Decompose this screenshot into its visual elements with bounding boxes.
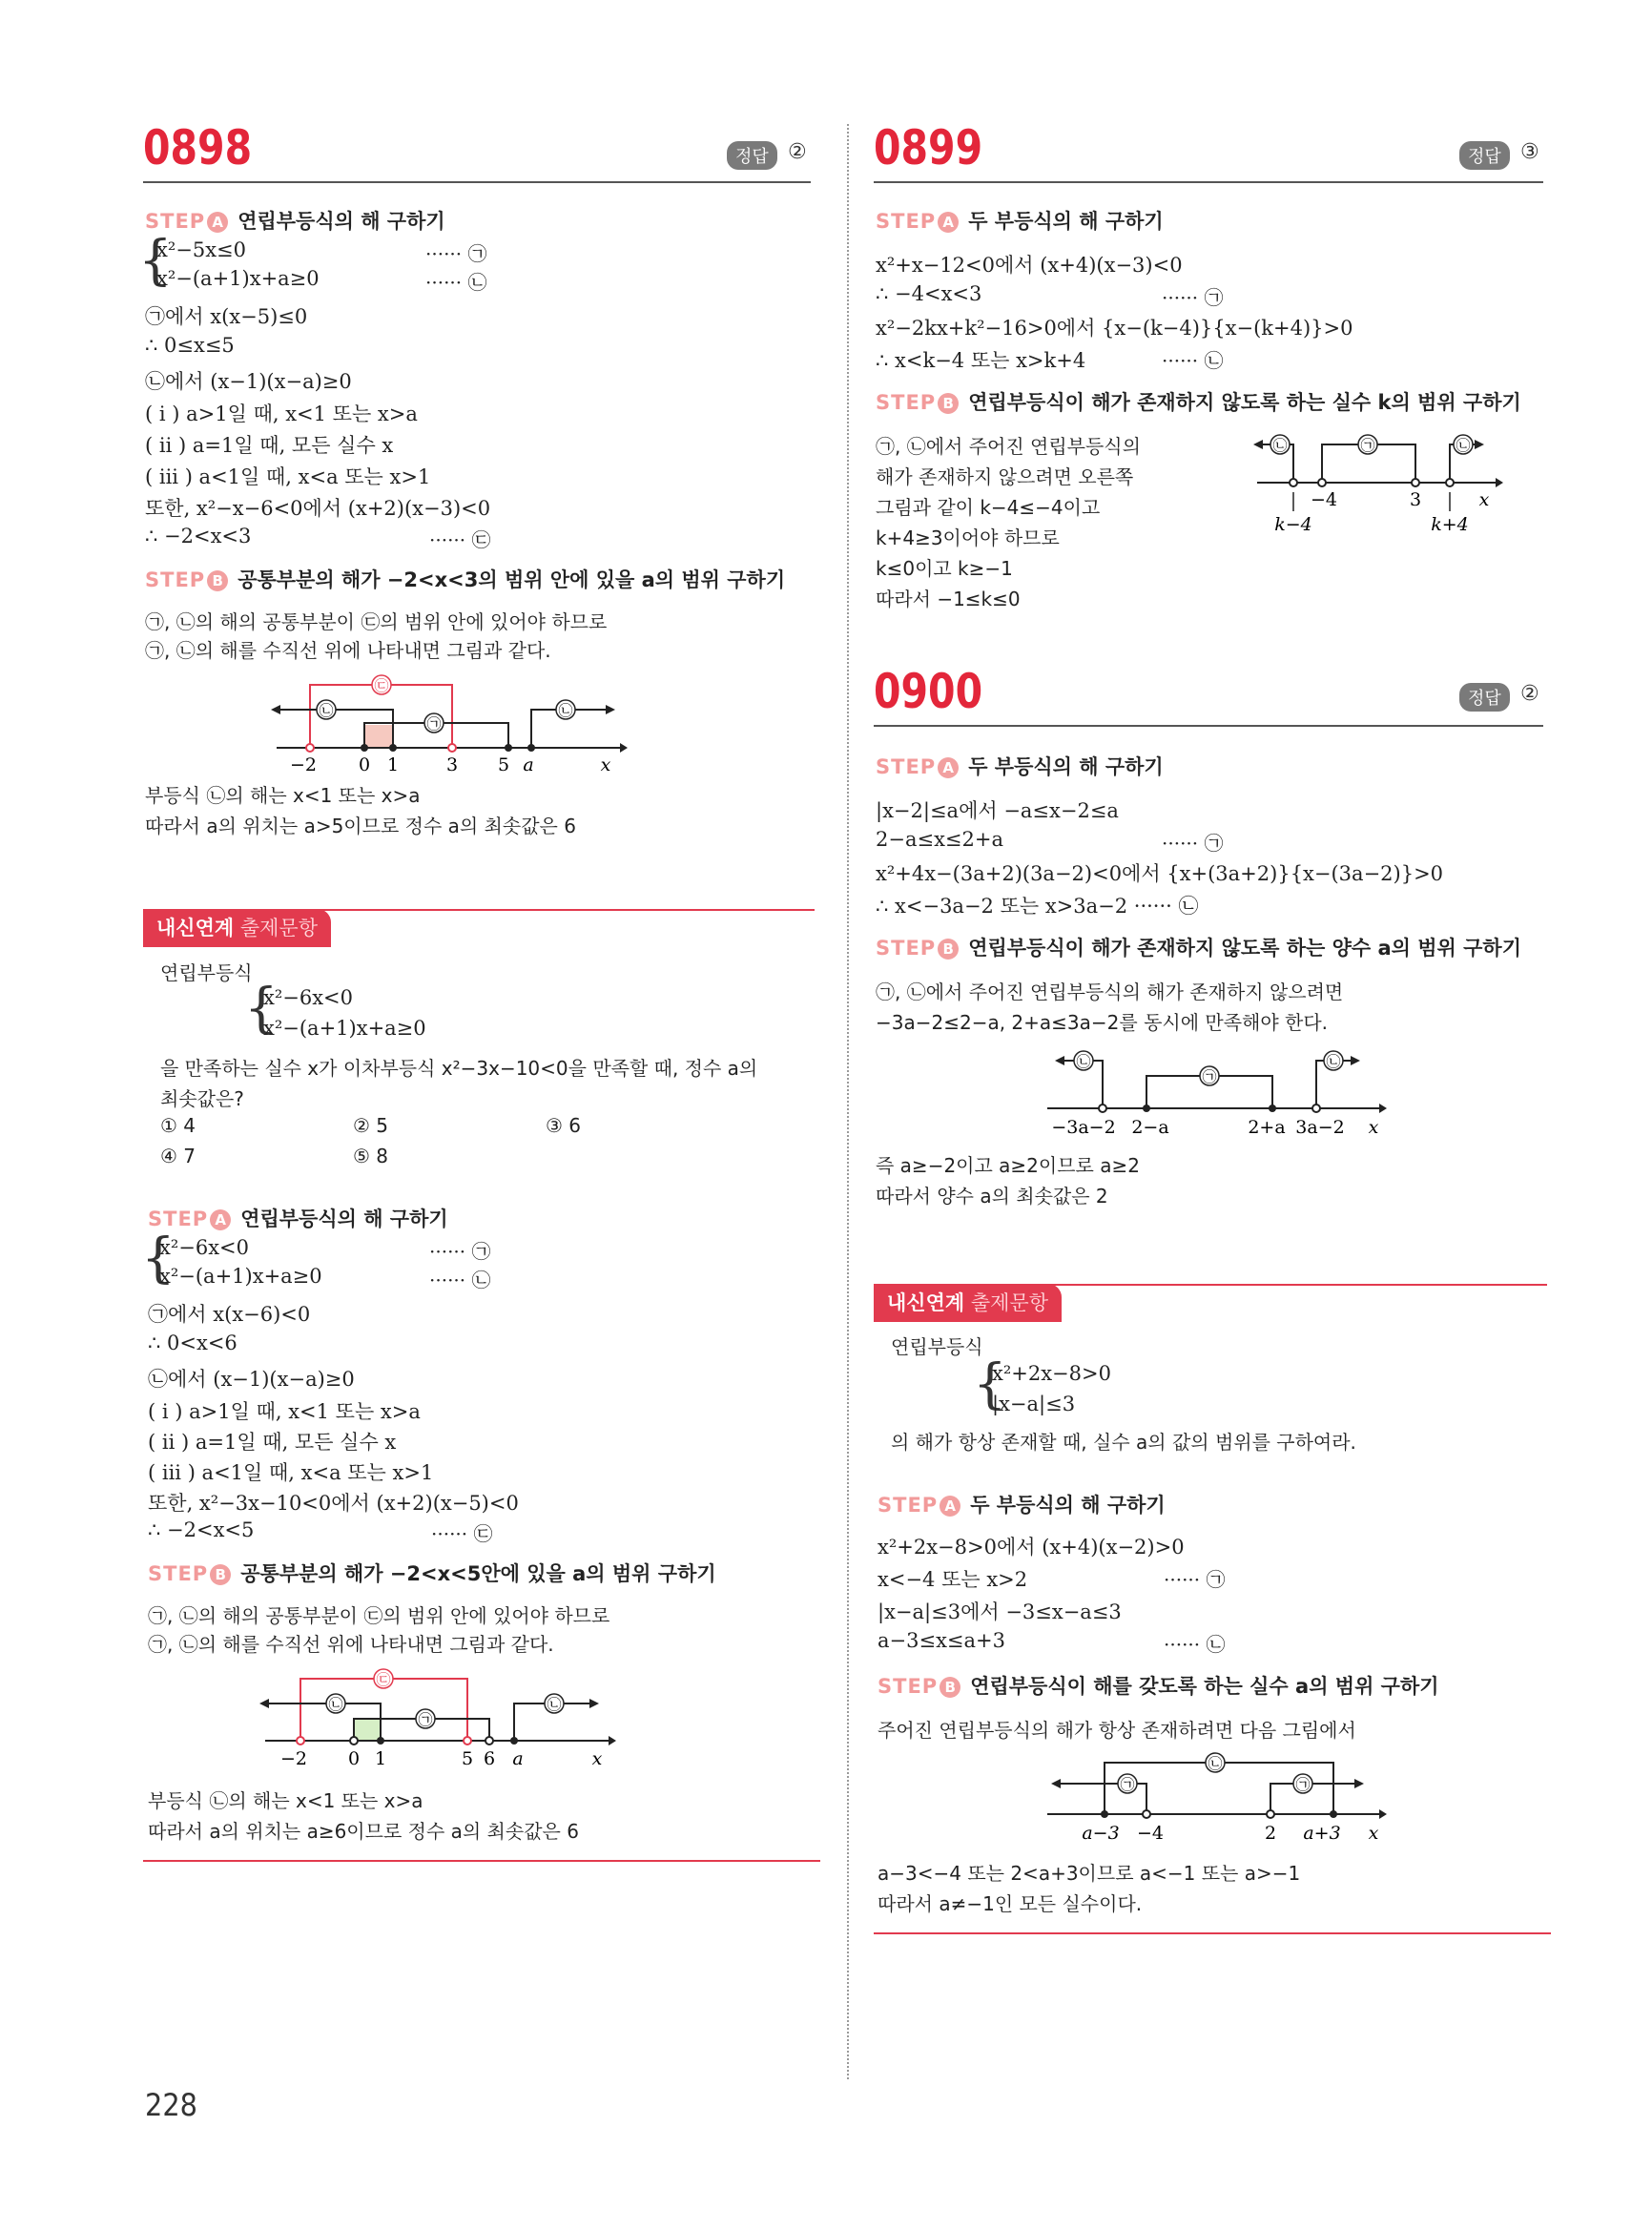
tick-label: 3 — [445, 754, 459, 775]
solution-line: 또한, x²−x−6<0에서 (x+2)(x−3)<0 — [145, 497, 491, 520]
tick-label: −4 — [1310, 489, 1338, 510]
tick-label: x — [1368, 1823, 1379, 1844]
system-brace: { — [244, 978, 279, 1040]
tick-label: k+4 — [1431, 514, 1469, 535]
system-line-2: x²−(a+1)x+a≥0 — [263, 1017, 426, 1040]
explanation-line: −3a−2≤2−a, 2+a≤3a−2를 동시에 만족해야 한다. — [876, 1011, 1329, 1034]
marker-label-b: ㉡ — [1208, 1755, 1223, 1772]
marker-label-b: ㉡ — [319, 702, 334, 719]
step-a-heading: STEP A 두 부등식의 해 구하기 — [876, 210, 1164, 233]
point — [377, 1737, 384, 1745]
axis-arrow — [1379, 1809, 1387, 1819]
axis-arrow — [609, 1736, 616, 1745]
point — [1143, 1810, 1150, 1818]
tick-label: 0 — [358, 754, 371, 775]
point — [1312, 1105, 1320, 1112]
solution-line: ( ii ) a=1일 때, 모든 실수 x — [145, 434, 394, 457]
answer-badge: 정답 — [1459, 141, 1510, 170]
explanation-line: 주어진 연립부등식의 해가 항상 존재하려면 다음 그림에서 — [878, 1719, 1356, 1742]
arrow-left — [259, 1699, 269, 1708]
marker: ······ ㉡ — [1162, 349, 1224, 372]
system-line-2: x²−(a+1)x+a≥0 — [159, 1265, 322, 1288]
point — [1446, 479, 1454, 486]
point — [350, 1737, 358, 1745]
conclusion-line: 따라서 a의 위치는 a≥6이므로 정수 a의 최솟값은 6 — [148, 1820, 579, 1843]
explanation-line: 따라서 −1≤k≤0 — [876, 588, 1021, 610]
step-b-heading: STEP B 연립부등식이 해를 갖도록 하는 실수 a의 범위 구하기 — [878, 1675, 1439, 1698]
conclusion-line: 따라서 a의 위치는 a>5이므로 정수 a의 최솟값은 6 — [145, 815, 576, 837]
step-b-heading: STEP B 공통부분의 해가 −2<x<3의 범위 안에 있을 a의 범위 구하기 — [145, 568, 786, 591]
tick-label: 2 — [1264, 1823, 1277, 1844]
tick-label: 5 — [461, 1748, 474, 1769]
arrow-right — [1351, 1056, 1360, 1065]
step-a-heading: STEP A 연립부등식의 해 구하기 — [148, 1208, 448, 1230]
point — [464, 1737, 471, 1745]
question-text: 을 만족하는 실수 x가 이차부등식 x²−3x−10<0을 만족할 때, 정수 a의 — [160, 1057, 758, 1080]
solution-line: ∴ −2<x<5 — [148, 1518, 255, 1541]
marker-label-b: ㉡ — [1456, 437, 1471, 454]
point — [1267, 1810, 1274, 1818]
solution-line: ∴ 0≤x≤5 — [145, 334, 235, 357]
tick-label: 5 — [497, 754, 510, 775]
tick-label: 1 — [386, 754, 400, 775]
solution-line: x²+4x−(3a+2)(3a−2)<0에서 {x+(3a+2)}{x−(3a−2)}>0 — [876, 862, 1444, 885]
conclusion-line: 부등식 ㉡의 해는 x<1 또는 x>a — [148, 1789, 423, 1812]
shaded-region — [364, 725, 393, 748]
tick-label: −2 — [289, 754, 318, 775]
conclusion-line: 따라서 a≠−1인 모든 실수이다. — [878, 1892, 1143, 1915]
system-line-1: x²−5x≤0 — [156, 238, 247, 261]
explanation-line: ㉠, ㉡의 해를 수직선 위에 나타내면 그림과 같다. — [145, 639, 551, 662]
point — [510, 1737, 518, 1745]
step-b-heading: STEP B 연립부등식이 해가 존재하지 않도록 하는 양수 a의 범위 구하기 — [876, 937, 1521, 960]
explanation-line: 그림과 같이 k−4≤−4이고 — [876, 496, 1101, 519]
tick-label: a+3 — [1303, 1823, 1341, 1844]
answer-value: ② — [788, 140, 807, 164]
tick-label: −3a−2 — [1051, 1117, 1116, 1138]
point — [306, 744, 314, 752]
question-text: 최솟값은? — [160, 1087, 244, 1110]
tick-label: −4 — [1136, 1823, 1165, 1844]
tick-label: 3a−2 — [1295, 1117, 1345, 1138]
explanation-line: ㉠, ㉡의 해의 공통부분이 ㉢의 범위 안에 있어야 하므로 — [145, 610, 608, 633]
question-intro: 연립부등식 — [891, 1335, 983, 1358]
problem-number: 0899 — [874, 120, 983, 176]
tick-label: 1 — [374, 1748, 387, 1769]
tick-label: −2 — [279, 1748, 308, 1769]
tick-label: 3 — [1409, 489, 1422, 510]
solution-line: x²−2kx+k²−16>0에서 {x−(k−4)}{x−(k+4)}>0 — [876, 317, 1353, 340]
system-brace: { — [973, 1353, 1007, 1415]
point — [505, 744, 512, 752]
tick-label: 0 — [347, 1748, 361, 1769]
tick-label: 2−a — [1131, 1117, 1169, 1138]
system-line-1: x²−6x<0 — [159, 1236, 250, 1259]
marker: ······ ㉡ — [1164, 1633, 1226, 1656]
solution-line: ㉡에서 (x−1)(x−a)≥0 — [145, 370, 352, 393]
explanation-line: ㉠, ㉡에서 주어진 연립부등식의 해가 존재하지 않으려면 — [876, 981, 1344, 1003]
tick-label: x — [591, 1748, 603, 1769]
step-a-heading: STEP A 두 부등식의 해 구하기 — [878, 1494, 1166, 1517]
solution-line: ( i ) a>1일 때, x<1 또는 x>a — [145, 403, 418, 425]
marker-label-b: ㉡ — [328, 1696, 343, 1713]
answer-value: ③ — [1520, 140, 1539, 164]
axis-arrow — [1379, 1104, 1387, 1113]
marker-label-c: ㉢ — [376, 1671, 391, 1688]
problem-number: 0898 — [143, 120, 253, 176]
marker-label-c: ㉢ — [374, 677, 389, 694]
header-rule — [143, 181, 811, 183]
marker: ······ ㉠ — [1162, 832, 1224, 855]
marker-label-a: ㉠ — [1120, 1776, 1135, 1793]
question-intro: 연립부등식 — [160, 961, 253, 984]
marker-label-a: ㉠ — [418, 1711, 433, 1728]
section-end-rule — [874, 1932, 1551, 1934]
arrow-right — [606, 705, 615, 714]
point — [1290, 479, 1297, 486]
marker: ······ ㉢ — [429, 528, 491, 551]
banner: 내신연계 출제문항 — [143, 909, 331, 947]
solution-line: |x−2|≤a에서 −a≤x−2≤a — [876, 799, 1119, 822]
solution-line: x<−4 또는 x>2 — [878, 1568, 1028, 1591]
marker: ······ ㉢ — [431, 1522, 493, 1545]
marker: ······ ㉠ — [429, 1240, 491, 1263]
choice-2[interactable]: ② 5 — [353, 1114, 389, 1137]
arrow-left — [1055, 1056, 1064, 1065]
explanation-line: ㉠, ㉡의 해의 공통부분이 ㉢의 범위 안에 있어야 하므로 — [148, 1604, 610, 1627]
problem-number: 0900 — [874, 664, 983, 719]
marker: ······ ㉠ — [425, 242, 487, 265]
arrow-right — [589, 1699, 599, 1708]
solution-line: ∴ −4<x<3 — [876, 282, 982, 305]
solution-line: ㉠에서 x(x−6)<0 — [148, 1303, 311, 1326]
step-b-heading: STEP B 공통부분의 해가 −2<x<5안에 있을 a의 범위 구하기 — [148, 1562, 716, 1585]
marker-label-b: ㉡ — [1076, 1053, 1091, 1070]
tick-label: x — [600, 754, 611, 775]
arrow-left — [1253, 440, 1263, 449]
marker-label-a: ㉠ — [1202, 1068, 1217, 1085]
solution-line: ∴ 0<x<6 — [148, 1332, 237, 1354]
explanation-line: ㉠, ㉡에서 주어진 연립부등식의 — [876, 435, 1141, 458]
point — [361, 744, 368, 752]
solution-line: ∴ x<−3a−2 또는 x>3a−2 ······ ㉡ — [876, 895, 1199, 918]
point — [485, 1737, 493, 1745]
header-rule — [874, 181, 1543, 183]
marker: ······ ㉠ — [1164, 1568, 1226, 1591]
answer-value: ② — [1520, 682, 1539, 706]
range-a-right — [1270, 1784, 1354, 1814]
number-line-figure — [1043, 1745, 1396, 1850]
solution-line: a−3≤x≤a+3 — [878, 1629, 1005, 1652]
choice-3[interactable]: ③ 6 — [546, 1114, 582, 1137]
number-line-figure — [267, 668, 630, 782]
conclusion-line: 부등식 ㉡의 해는 x<1 또는 x>a — [145, 784, 421, 807]
tick-label: k−4 — [1274, 514, 1312, 535]
solution-line: x²+2x−8>0에서 (x+4)(x−2)>0 — [878, 1536, 1185, 1559]
page-number: 228 — [145, 2087, 197, 2123]
solution-line: ( iii ) a<1일 때, x<a 또는 x>1 — [148, 1461, 434, 1484]
marker: ······ ㉡ — [425, 271, 487, 294]
tick-label: a−3 — [1082, 1823, 1120, 1844]
column-divider — [847, 124, 849, 2079]
point — [1318, 479, 1326, 486]
tick-label: 6 — [483, 1748, 496, 1769]
system-brace: { — [141, 1228, 176, 1290]
choice-4[interactable]: ④ 7 — [160, 1145, 196, 1167]
conclusion-line: 즉 a≥−2이고 a≥2이므로 a≥2 — [876, 1154, 1140, 1177]
tick-label: a — [523, 754, 534, 775]
point — [1143, 1105, 1150, 1112]
point — [297, 1737, 304, 1745]
solution-line: x²+x−12<0에서 (x+4)(x−3)<0 — [876, 254, 1183, 277]
arrow-left — [271, 705, 280, 714]
number-line-figure — [256, 1662, 618, 1776]
choice-5[interactable]: ⑤ 8 — [353, 1145, 389, 1167]
arrow-right — [1354, 1779, 1364, 1788]
solution-line: ( ii ) a=1일 때, 모든 실수 x — [148, 1431, 397, 1454]
solution-line: ㉠에서 x(x−5)≤0 — [145, 305, 308, 328]
arrow-right — [1475, 440, 1484, 449]
step-a-heading: STEP A 연립부등식의 해 구하기 — [145, 210, 445, 233]
answer-badge: 정답 — [1459, 683, 1510, 712]
solution-line: 또한, x²−3x−10<0에서 (x+2)(x−5)<0 — [148, 1492, 519, 1515]
solution-line: ∴ −2<x<3 — [145, 525, 252, 547]
system-line-2: x²−(a+1)x+a≥0 — [156, 267, 320, 290]
tick-label: a — [512, 1748, 524, 1769]
axis-arrow — [620, 743, 628, 753]
conclusion-line: a−3<−4 또는 2<a+3이므로 a<−1 또는 a>−1 — [878, 1862, 1301, 1885]
solution-line: |x−a|≤3에서 −3≤x−a≤3 — [878, 1600, 1122, 1623]
marker-label-a: ㉠ — [1295, 1776, 1311, 1793]
solution-line: ∴ x<k−4 또는 x>k+4 — [876, 349, 1086, 372]
point — [1269, 1105, 1276, 1112]
marker-label-a: ㉠ — [1360, 437, 1375, 454]
point — [1101, 1810, 1108, 1818]
solution-line: ㉡에서 (x−1)(x−a)≥0 — [148, 1368, 355, 1391]
shaded-region — [354, 1719, 381, 1741]
marker-label-b: ㉡ — [1272, 437, 1288, 454]
answer-badge: 정답 — [727, 141, 777, 170]
tick-label: x — [1478, 489, 1490, 510]
point — [389, 744, 397, 752]
system-line-2: |x−a|≤3 — [992, 1393, 1076, 1415]
explanation-line: k≤0이고 k≥−1 — [876, 557, 1013, 580]
point — [448, 744, 456, 752]
marker-label-b: ㉡ — [558, 702, 573, 719]
banner: 내신연계 출제문항 — [874, 1284, 1062, 1322]
point — [527, 744, 535, 752]
point — [1330, 1810, 1337, 1818]
step-a-heading: STEP A 두 부등식의 해 구하기 — [876, 755, 1164, 778]
marker-label-a: ㉠ — [426, 715, 442, 733]
step-b-heading: STEP B 연립부등식이 해가 존재하지 않도록 하는 실수 k의 범위 구하기 — [876, 391, 1521, 414]
explanation-line: k+4≥3이어야 하므로 — [876, 527, 1060, 549]
system-line-1: x²+2x−8>0 — [992, 1362, 1111, 1385]
tick-label: x — [1368, 1117, 1379, 1138]
tick-label: 2+a — [1248, 1117, 1286, 1138]
marker-label-b: ㉡ — [1326, 1053, 1341, 1070]
section-end-rule — [143, 1860, 820, 1862]
explanation-line: ㉠, ㉡의 해를 수직선 위에 나타내면 그림과 같다. — [148, 1633, 554, 1656]
header-rule — [874, 725, 1543, 727]
conclusion-line: 따라서 양수 a의 최솟값은 2 — [876, 1185, 1108, 1208]
point — [1099, 1105, 1106, 1112]
marker-label-b: ㉡ — [547, 1696, 562, 1713]
question-text: 의 해가 항상 존재할 때, 실수 a의 값의 범위를 구하여라. — [891, 1431, 1356, 1454]
explanation-line: 해가 존재하지 않으려면 오른쪽 — [876, 465, 1134, 488]
system-brace: { — [138, 230, 173, 292]
axis-arrow — [1496, 478, 1503, 487]
solution-line: ( iii ) a<1일 때, x<a 또는 x>1 — [145, 465, 431, 488]
choice-1[interactable]: ① 4 — [160, 1114, 196, 1137]
number-line-figure — [1249, 425, 1507, 540]
solution-line: 2−a≤x≤2+a — [876, 828, 1003, 851]
marker: ······ ㉡ — [429, 1269, 491, 1291]
solution-line: ( i ) a>1일 때, x<1 또는 x>a — [148, 1400, 421, 1423]
point — [1412, 479, 1419, 486]
number-line-figure — [1043, 1040, 1396, 1145]
system-line-1: x²−6x<0 — [263, 986, 354, 1009]
marker: ······ ㉠ — [1162, 286, 1224, 309]
arrow-left — [1051, 1779, 1061, 1788]
